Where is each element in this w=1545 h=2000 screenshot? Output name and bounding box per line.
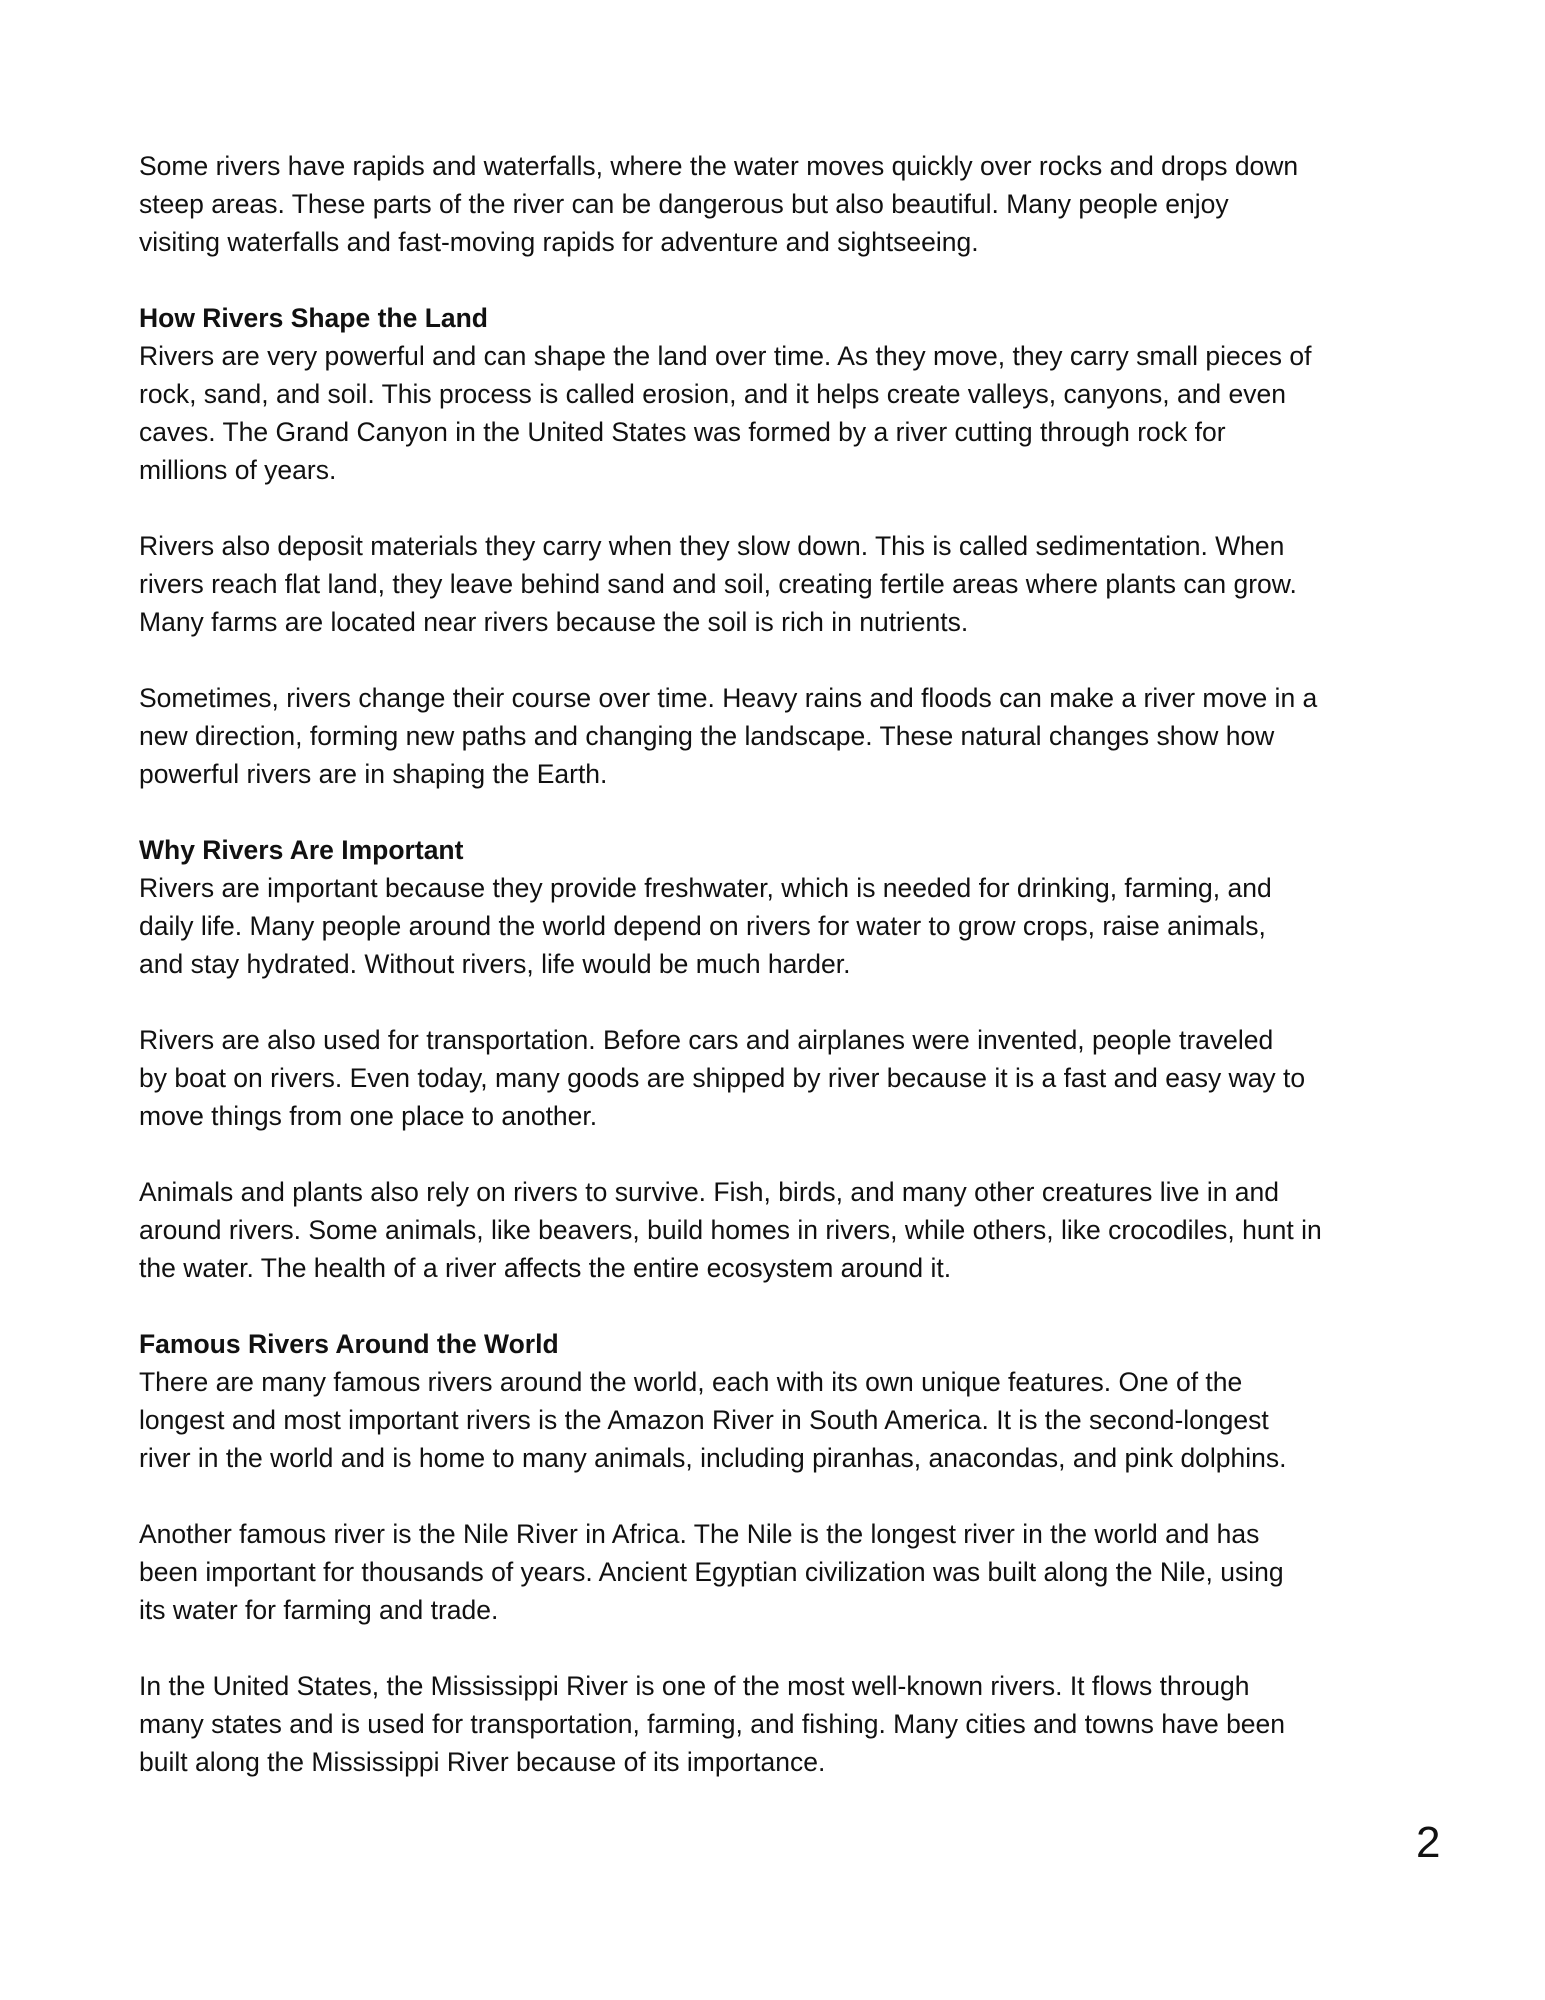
paragraph: Rivers also deposit materials they carry when they slow down. This is called sedimentation. When rivers reach flat land, they leave behind sand and soil, creating fertile areas where plants can grow. Many farms are located near rivers because the soil is rich in nutrients. <box>139 531 1297 637</box>
section-shape-land <box>139 299 1419 793</box>
section-heading: Famous Rivers Around the World <box>139 1329 559 1359</box>
section-heading: Why Rivers Are Important <box>139 835 464 865</box>
paragraph: There are many famous rivers around the world, each with its own unique features. One of the longest and most important rivers is the Amazon River in South America. It is the second-longest river in the world and is home to many animals, including piranhas, anacondas, and pink dolphins. <box>139 1367 1287 1473</box>
paragraph: Rivers are also used for transportation. Before cars and airplanes were invented, people traveled by boat on rivers. Even today, many goods are shipped by river because it is a fast and easy way to move things from one place to another. <box>139 1025 1306 1131</box>
paragraph: Rivers are important because they provide freshwater, which is needed for drinking, farming, and daily life. Many people around the world depend on rivers for water to grow crops, raise animals, and stay hydrated. Without rivers, life would be much harder. <box>139 873 1272 979</box>
paragraph: In the United States, the Mississippi River is one of the most well-known rivers. It flows through many states and is used for transportation, farming, and fishing. Many cities and towns have been built along the Mississippi River because of its importance. <box>139 1671 1286 1777</box>
paragraph: Another famous river is the Nile River in Africa. The Nile is the longest river in the world and has been important for thousands of years. Ancient Egyptian civilization was built along the Nile, using its water for farming and trade. <box>139 1519 1284 1625</box>
intro-paragraph: Some rivers have rapids and waterfalls, where the water moves quickly over rocks and drops down steep areas. These parts of the river can be dangerous but also beautiful. Many people enjoy visiting waterfalls and fast-moving rapids for adventure and sightseeing. <box>139 151 1299 257</box>
section-famous-rivers <box>139 1325 1419 1781</box>
paragraph: Rivers are very powerful and can shape the land over time. As they move, they carry small pieces of rock, sand, and soil. This process is called erosion, and it helps create valleys, canyons, and even caves. The Grand Canyon in the United States was formed by a river cutting through rock for millions of years. <box>139 341 1312 485</box>
document-body <box>139 147 1419 1819</box>
paragraph: Sometimes, rivers change their course over time. Heavy rains and floods can make a river move in a new direction, forming new paths and changing the landscape. These natural changes show how powerful rivers are in shaping the Earth. <box>139 683 1318 789</box>
paragraph: Animals and plants also rely on rivers to survive. Fish, birds, and many other creatures live in and around rivers. Some animals, like beavers, build homes in rivers, while others, like crocodiles, hunt in the water. The health of a river affects the entire ecosystem around it. <box>139 1177 1322 1283</box>
page-number: 2 <box>1416 1818 1441 1867</box>
section-heading: How Rivers Shape the Land <box>139 303 488 333</box>
section-why-important <box>139 831 1419 1287</box>
